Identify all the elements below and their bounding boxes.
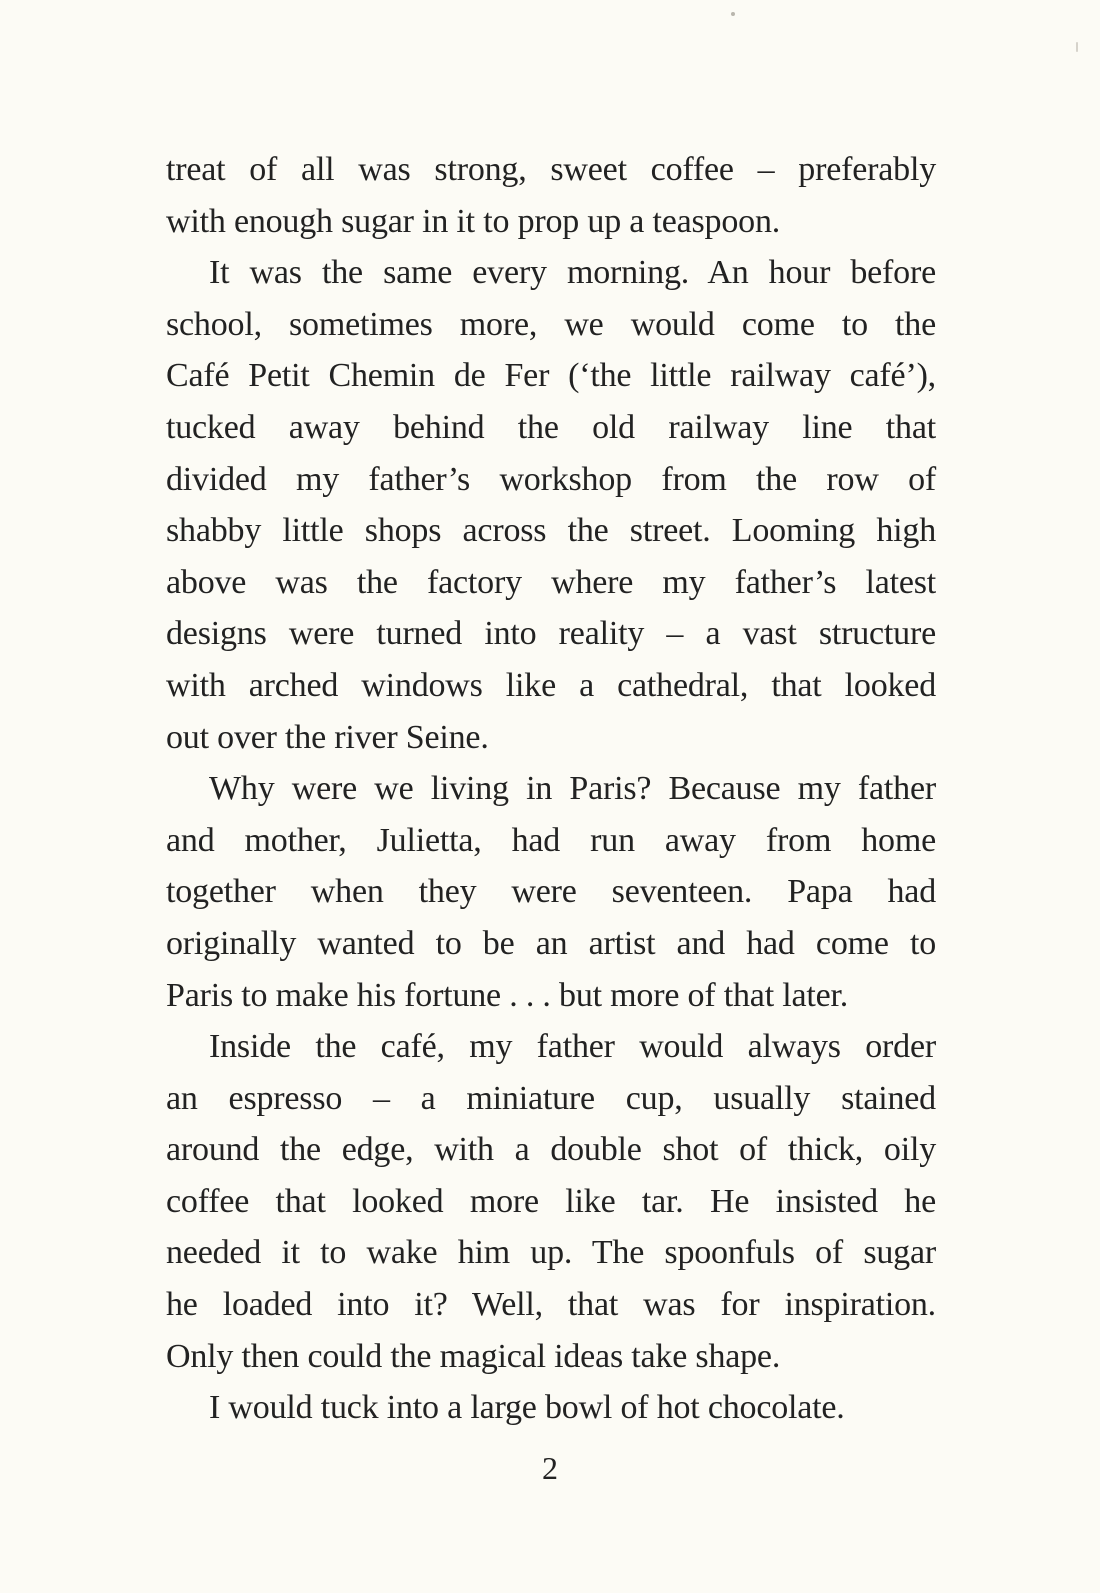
- text-line: tucked away behind the old railway line that: [166, 408, 936, 446]
- text-line: school, sometimes more, we would come to the: [166, 305, 936, 343]
- text-line: originally wanted to be an artist and had come to: [166, 924, 936, 962]
- scan-speck: [1076, 42, 1078, 52]
- text-line: shabby little shops across the street. Looming high: [166, 512, 936, 550]
- text-line: I would tuck into a large bowl of hot chocolate.: [209, 1389, 845, 1427]
- text-line: above was the factory where my father’s latest: [166, 563, 936, 601]
- text-line: he loaded into it? Well, that was for inspiration.: [166, 1286, 936, 1324]
- text-line: designs were turned into reality – a vast structure: [166, 615, 936, 653]
- paragraph: [166, 144, 936, 247]
- text-line: around the edge, with a double shot of thick, oily: [166, 1131, 936, 1169]
- paragraph: [166, 247, 936, 763]
- text-line: Only then could the magical ideas take shape.: [166, 1337, 781, 1375]
- text-line: and mother, Julietta, had run away from home: [166, 821, 936, 859]
- paragraph: [166, 763, 936, 1021]
- text-line: Inside the café, my father would always order: [209, 1028, 936, 1066]
- page-number: 2: [542, 1450, 558, 1486]
- text-line: treat of all was strong, sweet coffee – preferably: [166, 151, 936, 188]
- text-line: with enough sugar in it to prop up a teaspoon.: [166, 202, 781, 240]
- text-line: Café Petit Chemin de Fer (‘the little railway café’),: [166, 357, 936, 395]
- text-line: out over the river Seine.: [166, 718, 489, 756]
- text-line: together when they were seventeen. Papa had: [166, 873, 936, 911]
- body-text: [166, 144, 936, 1434]
- text-line: with arched windows like a cathedral, that looked: [166, 666, 936, 704]
- scan-speck: [731, 12, 735, 16]
- text-line: divided my father’s workshop from the row of: [166, 460, 936, 498]
- text-line: Why were we living in Paris? Because my father: [209, 770, 936, 808]
- paragraph: [166, 1021, 936, 1382]
- text-line: an espresso – a miniature cup, usually stained: [166, 1079, 936, 1117]
- paragraph: [166, 1382, 936, 1434]
- text-line: Paris to make his fortune . . . but more of that later.: [166, 976, 849, 1014]
- text-line: coffee that looked more like tar. He insisted he: [166, 1182, 936, 1220]
- text-line: It was the same every morning. An hour before: [209, 254, 936, 292]
- text-line: needed it to wake him up. The spoonfuls of sugar: [166, 1234, 936, 1272]
